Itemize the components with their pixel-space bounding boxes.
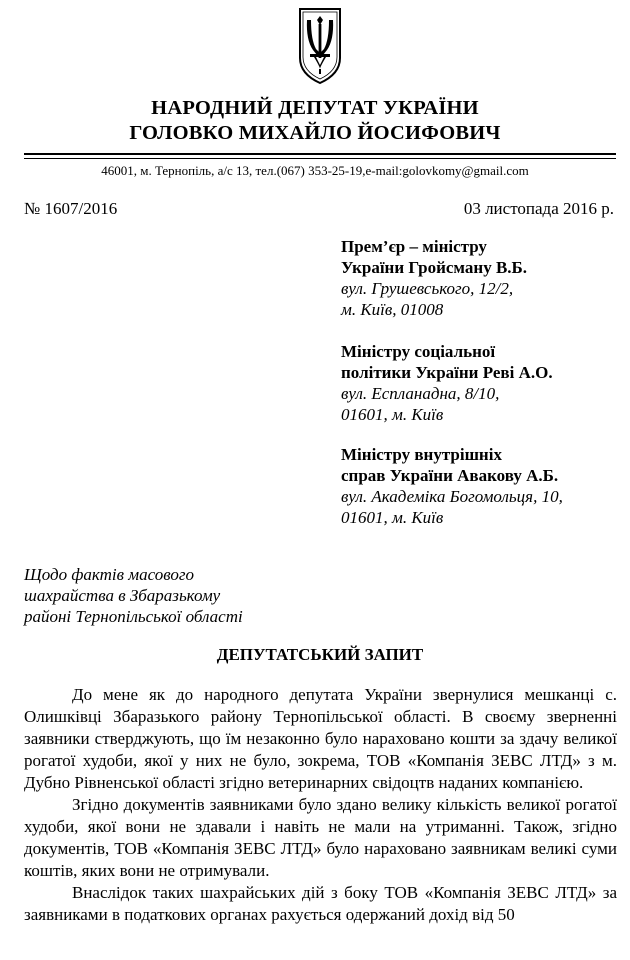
header-divider xyxy=(24,153,616,155)
recipient-block xyxy=(341,236,621,320)
recipient-block xyxy=(341,341,621,425)
recipient-city: м. Київ, 01008 xyxy=(341,300,444,319)
recipient-name: справ України Авакову А.Б. xyxy=(341,466,559,485)
deputy-title: НАРОДНИЙ ДЕПУТАТ УКРАЇНИ xyxy=(151,97,479,119)
recipient-name: політики України Реві А.О. xyxy=(341,363,553,382)
body-paragraph: Згідно документів заявниками було здано велику кількість великої рогатої худоби, якої вони не здавали і навіть не мали на утриманні. Також, згідно документів, ТОВ «Компанія ЗЕВС ЛТД» було нараховано заявникам великі суми коштів, яких вони не отримували. xyxy=(24,795,617,880)
recipient-city: 01601, м. Київ xyxy=(341,508,444,527)
subject-line: шахрайства в Збаразькому xyxy=(24,586,221,605)
document-date: 03 листопада 2016 р. xyxy=(463,199,614,218)
subject-line: районі Тернопільської області xyxy=(24,607,243,626)
body-paragraph: До мене як до народного депутата України звернулися мешканці с. Олишківці Збаразького району Тернопільської області. В своєму зверненні заявники стверджують, що їм незаконно було нараховано кошти за здачу великої рогатої худоби, якої у них не було, зокрема, ТОВ «Компанія ЗЕВС ЛТД» з м. Дубно Рівненської області згідно ветеринарних свідоцтв наданих компанією. xyxy=(24,685,617,792)
recipient-title: Міністру соціальної xyxy=(341,342,496,361)
document-number: № 1607/2016 xyxy=(24,199,118,218)
body-paragraph: Внаслідок таких шахрайських дій з боку ТОВ «Компанія ЗЕВС ЛТД» за заявниками в податкових органах рахується одержаний дохід від 50 xyxy=(24,883,617,924)
recipient-address: вул. Грушевського, 12/2, xyxy=(341,279,514,298)
header-divider-thin xyxy=(24,158,616,159)
recipient-name: України Гройсману В.Б. xyxy=(341,258,528,277)
contact-line: 46001, м. Тернопіль, а/с 13, тел.(067) 353-25-19,e-mail:golovkomy@gmail.com xyxy=(101,163,529,178)
coat-of-arms-trident-icon xyxy=(295,6,345,86)
subject-note xyxy=(24,564,243,627)
recipient-address: вул. Еспланадна, 8/10, xyxy=(341,384,500,403)
subject-line: Щодо фактів масового xyxy=(24,565,195,584)
document-body xyxy=(24,684,617,926)
document-title: ДЕПУТАТСЬКИЙ ЗАПИТ xyxy=(216,645,424,664)
recipient-address: вул. Академіка Богомольця, 10, xyxy=(341,487,563,506)
deputy-name: ГОЛОВКО МИХАЙЛО ЙОСИФОВИЧ xyxy=(129,122,501,144)
recipient-title: Прем’єр – міністру xyxy=(341,237,487,256)
recipient-block xyxy=(341,444,621,528)
recipient-title: Міністру внутрішніх xyxy=(341,445,502,464)
recipient-city: 01601, м. Київ xyxy=(341,405,444,424)
